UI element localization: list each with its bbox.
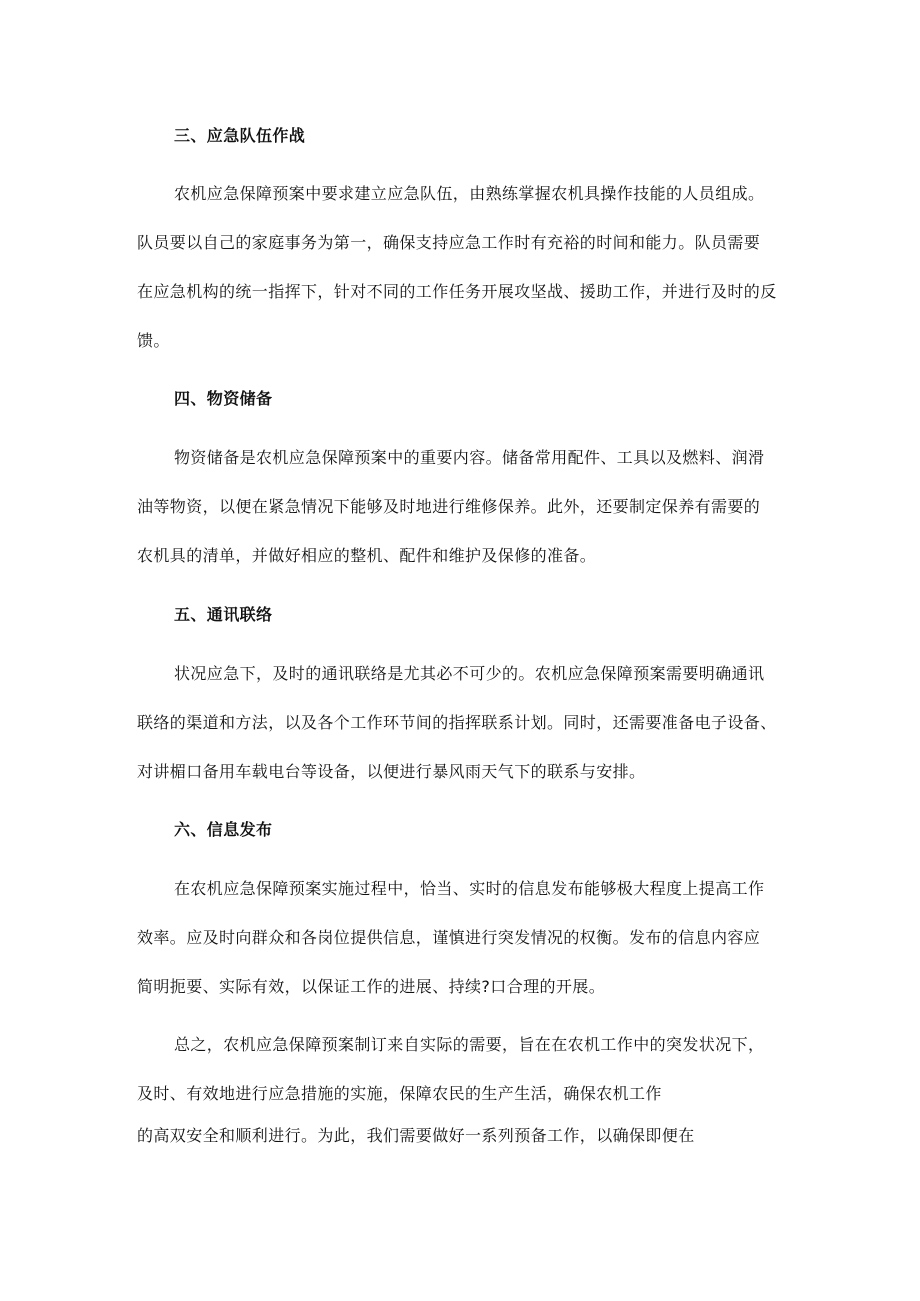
section-heading-6: 六、信息发布: [174, 820, 273, 839]
paragraph-line: 在农机应急保障预案实施过程中，恰当、实时的信息发布能够极大程度上提高工作: [174, 879, 765, 898]
paragraph-line: 队员要以自己的家庭事务为第一，确保支持应急工作时有充裕的时间和能力。队员需要: [137, 233, 761, 252]
paragraph-line: 农机具的清单，并做好相应的整机、配件和维护及保修的准备。: [137, 546, 597, 565]
section-heading-5: 五、通讯联络: [174, 605, 273, 624]
paragraph-line: 物资储备是农机应急保障预案中的重要内容。储备常用配件、工具以及燃料、润滑: [174, 448, 765, 467]
paragraph-line: 馈。: [137, 331, 170, 350]
paragraph-line: 油等物资，以便在紧急情况下能够及时地进行维修保养。此外，还要制定保养有需要的: [137, 497, 761, 516]
section-heading-3: 三、应急队伍作战: [174, 126, 306, 145]
paragraph-line: 的高双安全和顺利进行。为此，我们需要做好一系列预备工作，以确保即便在: [137, 1126, 695, 1145]
paragraph-line: 状况应急下，及时的通讯联络是尤其必不可少的。农机应急保障预案需要明确通讯: [174, 664, 765, 683]
paragraph-line: 在应急机构的统一指挥下，针对不同的工作任务开展攻坚战、援助工作，并进行及时的反: [137, 282, 777, 301]
paragraph-line: 对讲楣口备用车载电台等设备，以便进行暴风雨天气下的联系与安排。: [137, 762, 646, 781]
paragraph-line: 简明扼要、实际有效，以保证工作的进展、持续?口合理的开展。: [137, 977, 606, 996]
paragraph-line: 农机应急保障预案中要求建立应急队伍，由熟练掌握农机具操作技能的人员组成。: [174, 184, 765, 203]
section-heading-4: 四、物资储备: [174, 389, 273, 408]
paragraph-line: 及时、有效地进行应急措施的实施，保障农民的生产生活，确保农机工作: [137, 1084, 662, 1103]
paragraph-line: 联络的渠道和方法，以及各个工作环节间的指挥联系计划。同时，还需要准备电子设备、: [137, 713, 777, 732]
paragraph-line: 效率。应及时向群众和各岗位提供信息，谨慎进行突发情况的权衡。发布的信息内容应: [137, 928, 761, 947]
paragraph-line: 总之，农机应急保障预案制订来自实际的需要，旨在在农机工作中的突发状况下，: [174, 1035, 765, 1054]
